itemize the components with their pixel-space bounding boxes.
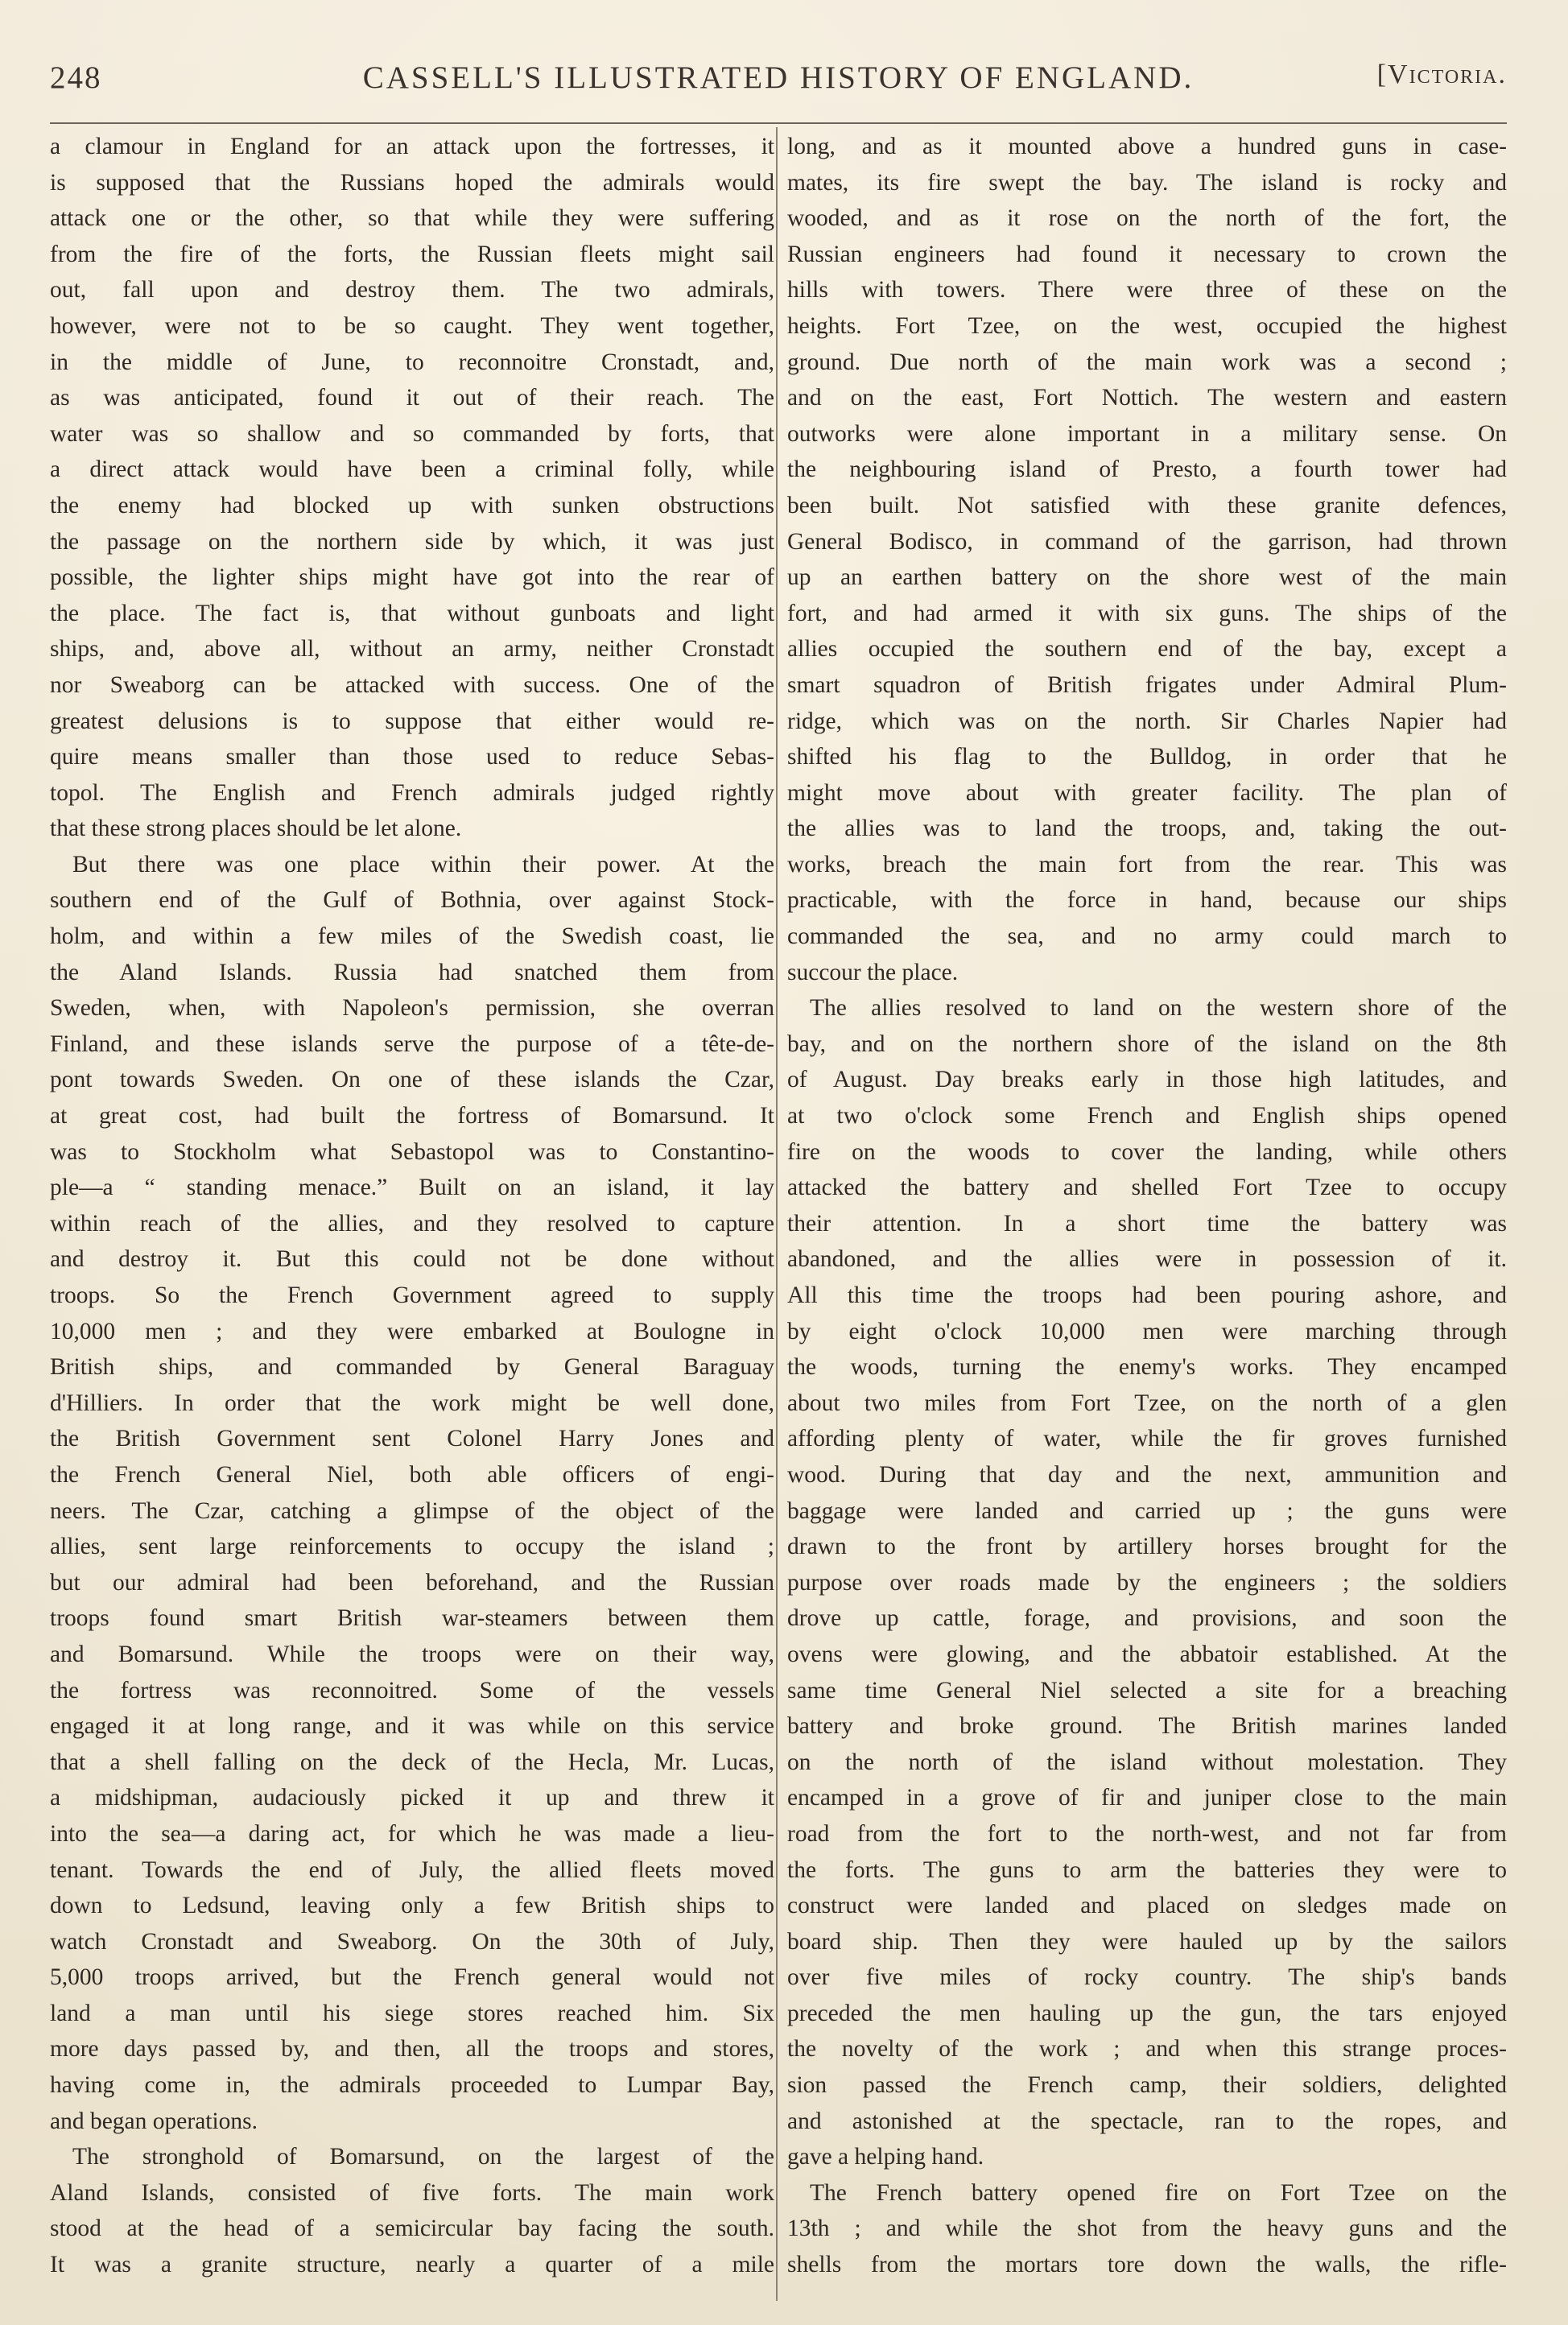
right-column-line: All this time the troops had been pouring ashore, and (787, 1282, 1507, 1308)
left-column-line: was to Stockholm what Sebastopol was to Constantino- (50, 1138, 774, 1165)
right-column-line: fort, and had armed it with six guns. The ships of the (787, 600, 1507, 626)
left-column-line: engaged it at long range, and it was while on this service (50, 1713, 774, 1740)
right-column-line: practicable, with the force in hand, because our ships (787, 887, 1507, 914)
right-column-line: commanded the sea, and no army could march to (787, 923, 1507, 950)
right-column-line: sion passed the French camp, their soldiers, delighted (787, 2072, 1507, 2099)
right-column-line: drawn to the front by artillery horses brought for the (787, 1534, 1507, 1560)
right-column-line: General Bodisco, in command of the garrison, had thrown (787, 528, 1507, 555)
left-column-line: a midshipman, audaciously picked it up and threw it (50, 1785, 774, 1811)
right-column-line: been built. Not satisfied with these granite defences, (787, 492, 1507, 518)
right-column-line: and astonished at the spectacle, ran to the ropes, and (787, 2108, 1507, 2134)
left-column-line: nor Sweaborg can be attacked with success. One of the (50, 671, 774, 698)
left-column-line: having come in, the admirals proceeded to Lumpar Bay, (50, 2072, 774, 2099)
left-column-line: a direct attack would have been a criminal folly, while (50, 456, 774, 483)
left-column-line: tenant. Towards the end of July, the allied fleets moved (50, 1856, 774, 1883)
left-column-line: troops. So the French Government agreed to supply (50, 1282, 774, 1308)
left-column-line: water was so shallow and so commanded by forts, that (50, 420, 774, 447)
left-column-line: possible, the lighter ships might have got into the rear of (50, 564, 774, 591)
left-column-line: and destroy it. But this could not be done without (50, 1246, 774, 1273)
left-column-line: that a shell falling on the deck of the Hecla, Mr. Lucas, (50, 1749, 774, 1775)
right-column-line: baggage were landed and carried up ; the guns were (787, 1497, 1507, 1524)
right-column-line: the allies was to land the troops, and, taking the out- (787, 816, 1507, 842)
right-column-line: The allies resolved to land on the western shore of the (810, 995, 1507, 1022)
left-column-line: The stronghold of Bomarsund, on the largest of the (72, 2144, 774, 2170)
left-column-line: land a man until his siege stores reached him. Six (50, 2000, 774, 2026)
right-column-line: Russian engineers had found it necessary to crown the (787, 241, 1507, 267)
right-column-line: abandoned, and the allies were in possession of it. (787, 1246, 1507, 1273)
left-column-line: that these strong places should be let alone. (50, 816, 462, 842)
left-column-line: and Bomarsund. While the troops were on their way, (50, 1641, 774, 1667)
right-column-line: at two o'clock some French and English ships opened (787, 1103, 1507, 1129)
left-column-line: as was anticipated, found it out of their reach. The (50, 385, 774, 411)
left-column-line: more days passed by, and then, all the troops and stores, (50, 2036, 774, 2063)
right-column-line: gave a helping hand. (787, 2144, 984, 2170)
right-column-line: long, and as it mounted above a hundred guns in case- (787, 134, 1507, 159)
right-column-line: wood. During that day and the next, ammunition and (787, 1461, 1507, 1488)
left-column-line: topol. The English and French admirals judged rightly (50, 779, 774, 806)
column-divider (776, 127, 778, 2301)
right-column-line: might move about with greater facility. The plan of (787, 779, 1507, 806)
right-column-line: mates, its fire swept the bay. The island is rocky and (787, 169, 1507, 196)
left-column-line: holm, and within a few miles of the Swedish coast, lie (50, 923, 774, 950)
left-column-line: pont towards Sweden. On one of these islands the Czar, (50, 1067, 774, 1093)
left-column-line: d'Hilliers. In order that the work might be well done, (50, 1390, 774, 1416)
right-column-line: heights. Fort Tzee, on the west, occupied the highest (787, 312, 1507, 339)
left-column-line: out, fall upon and destroy them. The two admirals, (50, 277, 774, 304)
left-column-line: quire means smaller than those used to reduce Sebas- (50, 744, 774, 770)
right-column-line: preceded the men hauling up the gun, the tars enjoyed (787, 2000, 1507, 2026)
running-title: CASSELL'S ILLUSTRATED HISTORY OF ENGLAND. (362, 60, 1195, 95)
left-column-line: but our admiral had been beforehand, and the Russian (50, 1569, 774, 1596)
right-column-line: the forts. The guns to arm the batteries they were to (787, 1856, 1507, 1883)
header-rule (50, 122, 1507, 124)
right-column-line: over five miles of rocky country. The ship's bands (787, 1964, 1507, 1991)
right-column-line: attacked the battery and shelled Fort Tzee to occupy (787, 1175, 1507, 1201)
right-column-line: on the north of the island without molestation. They (787, 1749, 1507, 1775)
left-column-line: is supposed that the Russians hoped the admirals would (50, 169, 774, 196)
right-column-line: The French battery opened fire on Fort Tzee on the (810, 2179, 1507, 2206)
left-column-line: British ships, and commanded by General Baraguay (50, 1354, 774, 1381)
left-column-line: the fortress was reconnoitred. Some of the vessels (50, 1677, 774, 1703)
right-column-line: construct were landed and placed on sledges made on (787, 1893, 1507, 1919)
right-column-line: allies occupied the southern end of the bay, except a (787, 636, 1507, 663)
right-column-line: the neighbouring island of Presto, a fourth tower had (787, 456, 1507, 483)
right-column-line: hills with towers. There were three of these on the (787, 277, 1507, 304)
right-column-line: shifted his flag to the Bulldog, in order that he (787, 744, 1507, 770)
running-section: [Victoria. (1376, 60, 1507, 89)
right-column-line: by eight o'clock 10,000 men were marching through (787, 1318, 1507, 1344)
right-column-line: succour the place. (787, 959, 959, 985)
left-column-line: Aland Islands, consisted of five forts. The main work (50, 2179, 774, 2206)
right-column-line: the novelty of the work ; and when this strange proces- (787, 2036, 1507, 2063)
left-column-line: troops found smart British war-steamers between them (50, 1605, 774, 1632)
left-column-line: neers. The Czar, catching a glimpse of the object of the (50, 1497, 774, 1524)
right-column-line: drove up cattle, forage, and provisions, and soon the (787, 1605, 1507, 1632)
right-column-line: shells from the mortars tore down the walls, the rifle- (787, 2252, 1507, 2278)
left-column-line: within reach of the allies, and they resolved to capture (50, 1210, 774, 1237)
left-column-line: ple—a “ standing menace.” Built on an island, it lay (50, 1175, 774, 1201)
right-column-line: encamped in a grove of fir and juniper close to the main (787, 1785, 1507, 1811)
left-column-line: watch Cronstadt and Sweaborg. On the 30th of July, (50, 1928, 774, 1955)
left-column-line: attack one or the other, so that while they were suffering (50, 205, 774, 232)
left-column-line: ships, and, above all, without an army, neither Cronstadt (50, 636, 774, 663)
left-column-line: the British Government sent Colonel Harry Jones and (50, 1426, 774, 1452)
left-column-line: in the middle of June, to reconnoitre Cronstadt, and, (50, 349, 774, 375)
left-column-line: from the fire of the forts, the Russian fleets might sail (50, 241, 774, 267)
left-column-line: 10,000 men ; and they were embarked at Boulogne in (50, 1318, 774, 1344)
right-column-line: up an earthen battery on the shore west of the main (787, 564, 1507, 591)
right-column (787, 129, 1507, 2283)
page-number: 248 (50, 60, 102, 95)
right-column-line: board ship. Then they were hauled up by the sailors (787, 1928, 1507, 1955)
left-column (50, 129, 774, 2283)
right-column-line: battery and broke ground. The British marines landed (787, 1713, 1507, 1740)
left-column-line: the Aland Islands. Russia had snatched them from (50, 959, 774, 985)
running-head (50, 60, 1507, 100)
left-column-line: down to Ledsund, leaving only a few British ships to (50, 1893, 774, 1919)
right-column-line: road from the fort to the north-west, and not far from (787, 1820, 1507, 1847)
left-column-line: Sweden, when, with Napoleon's permission, she overran (50, 995, 774, 1022)
right-column-line: same time General Niel selected a site for a breaching (787, 1677, 1507, 1703)
left-column-line: a clamour in England for an attack upon the fortresses, it (50, 134, 774, 159)
right-column-line: about two miles from Fort Tzee, on the north of a glen (787, 1390, 1507, 1416)
right-column-line: works, breach the main fort from the rear. This was (787, 851, 1507, 878)
right-column-line: 13th ; and while the shot from the heavy guns and the (787, 2216, 1507, 2242)
right-column-line: ovens were glowing, and the abbatoir established. At the (787, 1641, 1507, 1667)
left-column-line: the enemy had blocked up with sunken obstructions (50, 492, 774, 518)
right-column-line: affording plenty of water, while the fir groves furnished (787, 1426, 1507, 1452)
right-column-line: fire on the woods to cover the landing, while others (787, 1138, 1507, 1165)
right-column-line: ground. Due north of the main work was a second ; (787, 349, 1507, 375)
right-column-line: of August. Day breaks early in those high latitudes, and (787, 1067, 1507, 1093)
left-column-line: the French General Niel, both able officers of engi- (50, 1461, 774, 1488)
left-column-line: 5,000 troops arrived, but the French general would not (50, 1964, 774, 1991)
right-column-line: the woods, turning the enemy's works. They encamped (787, 1354, 1507, 1381)
right-column-line: smart squadron of British frigates under Admiral Plum- (787, 671, 1507, 698)
left-column-line: allies, sent large reinforcements to occupy the island ; (50, 1534, 774, 1560)
right-column-line: bay, and on the northern shore of the island on the 8th (787, 1030, 1507, 1057)
left-column-line: and began operations. (50, 2108, 258, 2134)
left-column-line: the place. The fact is, that without gunboats and light (50, 600, 774, 626)
right-column-line: ridge, which was on the north. Sir Charles Napier had (787, 708, 1507, 734)
right-column-line: outworks were alone important in a military sense. On (787, 420, 1507, 447)
left-column-line: southern end of the Gulf of Bothnia, over against Stock- (50, 887, 774, 914)
left-column-line: however, were not to be so caught. They went together, (50, 312, 774, 339)
right-column-line: their attention. In a short time the battery was (787, 1210, 1507, 1237)
left-column-line: Finland, and these islands serve the purpose of a tête-de- (50, 1030, 774, 1057)
right-column-line: and on the east, Fort Nottich. The western and eastern (787, 385, 1507, 411)
right-column-line: wooded, and as it rose on the north of the fort, the (787, 205, 1507, 232)
left-column-line: But there was one place within their power. At the (72, 851, 774, 878)
left-column-line: into the sea—a daring act, for which he was made a lieu- (50, 1820, 774, 1847)
right-column-line: purpose over roads made by the engineers ; the soldiers (787, 1569, 1507, 1596)
left-column-line: It was a granite structure, nearly a quarter of a mile (50, 2252, 774, 2278)
left-column-line: stood at the head of a semicircular bay facing the south. (50, 2216, 774, 2242)
left-column-line: greatest delusions is to suppose that either would re- (50, 708, 774, 734)
left-column-line: at great cost, had built the fortress of Bomarsund. It (50, 1103, 774, 1129)
left-column-line: the passage on the northern side by which, it was just (50, 528, 774, 555)
